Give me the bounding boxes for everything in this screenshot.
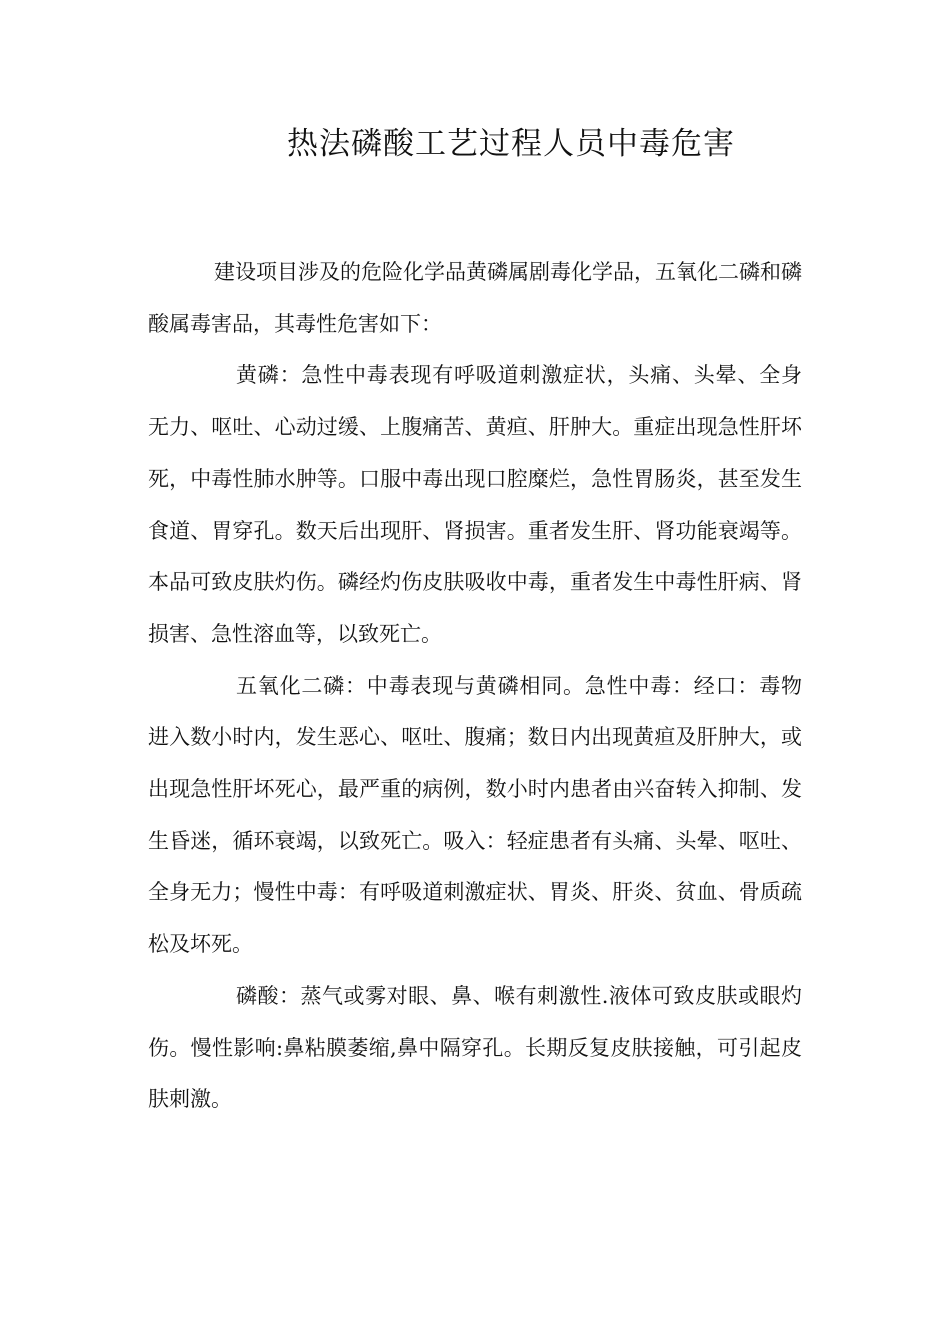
phosphoric-acid-paragraph: 磷酸：蒸气或雾对眼、鼻、喉有刺激性.液体可致皮肤或眼灼伤。慢性影响:鼻粘膜萎缩,鼻中隔穿孔。长期反复皮肤接触，可引起皮肤刺激。	[148, 983, 802, 1112]
document-body	[148, 247, 802, 1126]
phosphorus-pentoxide-paragraph: 五氧化二磷：中毒表现与黄磷相同。急性中毒：经口：毒物进入数小时内，发生恶心、呕吐、腹痛；数日内出现黄疸及肝肿大，或出现急性肝坏死心，最严重的病例，数小时内患者由兴奋转入抑制、发生昏迷，循环衰竭，以致死亡。吸入：轻症患者有头痛、头晕、呕吐、全身无力；慢性中毒：有呼吸道刺激症状、胃炎、肝炎、贫血、骨质疏松及坏死。	[148, 673, 802, 957]
document-title: 热法磷酸工艺过程人员中毒危害	[287, 126, 735, 162]
intro-paragraph: 建设项目涉及的危险化学品黄磷属剧毒化学品，五氧化二磷和磷酸属毒害品，其毒性危害如下：	[148, 260, 802, 336]
yellow-phosphorus-paragraph: 黄磷：急性中毒表现有呼吸道刺激症状，头痛、头晕、全身无力、呕吐、心动过缓、上腹痛苦、黄疸、肝肿大。重症出现急性肝坏死，中毒性肺水肿等。口服中毒出现口腔糜烂，急性胃肠炎，甚至发生食道、胃穿孔。数天后出现肝、肾损害。重者发生肝、肾功能衰竭等。本品可致皮肤灼伤。磷经灼伤皮肤吸收中毒，重者发生中毒性肝病、肾损害、急性溶血等，以致死亡。	[148, 363, 802, 646]
